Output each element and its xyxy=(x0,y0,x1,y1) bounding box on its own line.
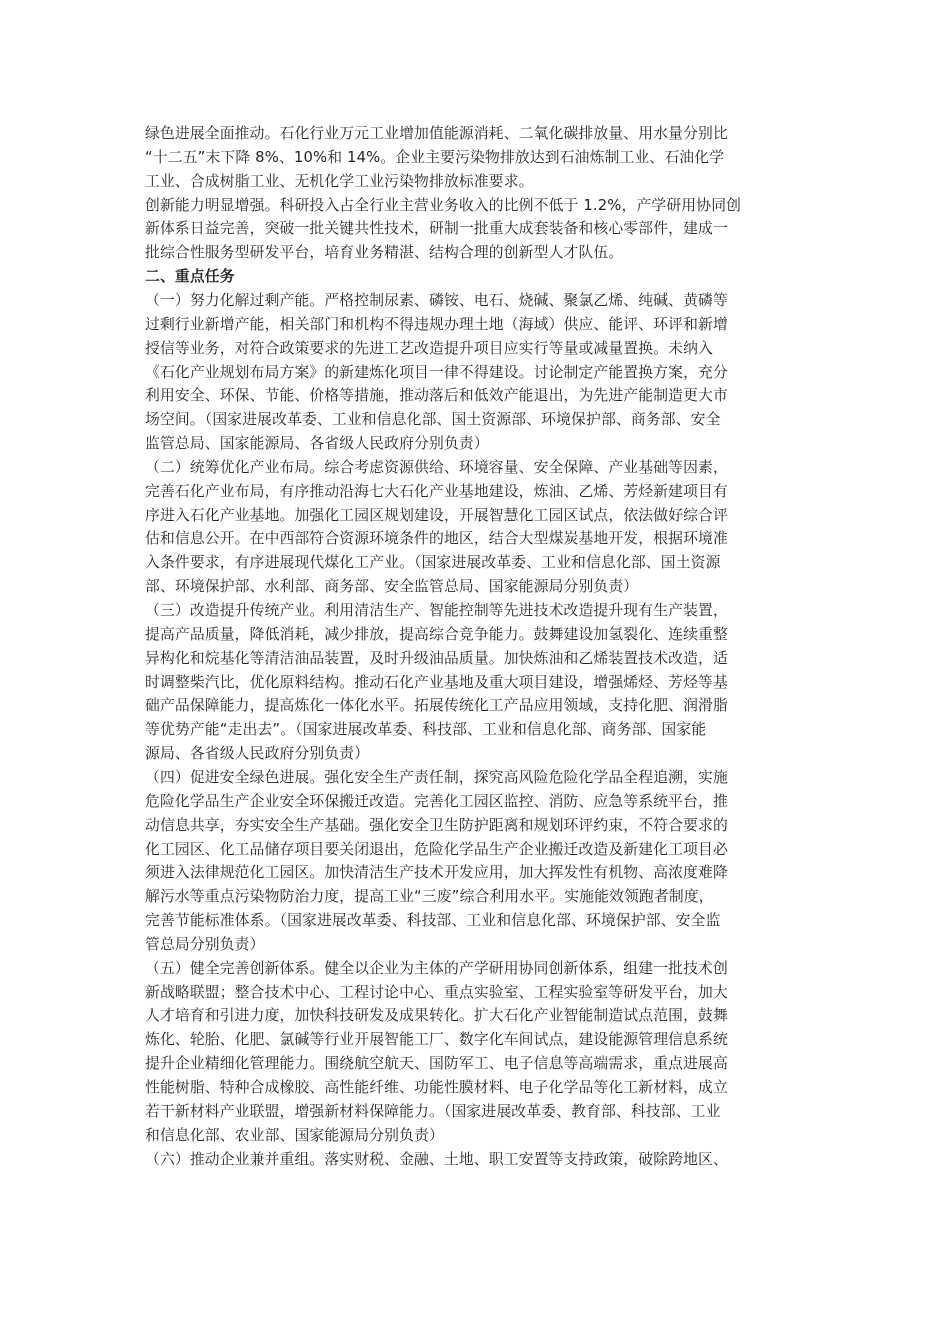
text-line: 异构化和烷基化等清洁油品装置，及时升级油品质量。加快炼油和乙烯装置技术改造，适 xyxy=(145,649,728,667)
text-line: 和信息化部、农业部、国家能源局分别负责） xyxy=(145,1126,444,1144)
text-line: （一）努力化解过剩产能。严格控制尿素、磷铵、电石、烧碱、聚氯乙烯、纯碱、黄磷等 xyxy=(145,291,728,309)
text-line: 完善节能标准体系。（国家进展改革委、科技部、工业和信息化部、环境保护部、安全监 xyxy=(145,912,721,930)
text-line: 创新能力明显增强。科研投入占全行业主营业务收入的比例不低于 1.2%，产学研用协同创 xyxy=(145,196,742,214)
text-line: 估和信息公开。在中西部符合资源环境条件的地区，结合大型煤炭基地开发，根据环境准 xyxy=(145,530,728,548)
text-line: 提升企业精细化管理能力。围绕航空航天、国防军工、电子信息等高端需求，重点进展高 xyxy=(145,1055,728,1073)
text-line: 绿色进展全面推动。石化行业万元工业增加值能源消耗、二氧化碳排放量、用水量分别比 xyxy=(145,125,728,142)
text-line: 提高产品质量，降低消耗，减少排放，提高综合竞争能力。鼓舞建设加氢裂化、连续重整 xyxy=(145,625,728,643)
text-line: “十二五”末下降 8%、10%和 14%。企业主要污染物排放达到石油炼制工业、石油化学 xyxy=(145,148,725,166)
text-line: 场空间。（国家进展改革委、工业和信息化部、国土资源部、环境保护部、商务部、安全 xyxy=(145,411,721,429)
text-line: 时调整柴汽比，优化原料结构。推动石化产业基地及重大项目建设，增强烯烃、芳烃等基 xyxy=(145,673,728,691)
text-line: 过剩行业新增产能，相关部门和机构不得违规办理土地（海域）供应、能评、环评和新增 xyxy=(145,315,728,333)
text-line: 工业、合成树脂工业、无机化学工业污染物排放标准要求。 xyxy=(145,172,534,190)
text-line: 性能树脂、特种合成橡胶、高性能纤维、功能性膜材料、电子化学品等化工新材料，成立 xyxy=(145,1079,728,1096)
text-line: 序进入石化产业基地。加强化工园区规划建设，开展智慧化工园区试点，依法做好综合评 xyxy=(145,506,728,524)
text-line: 炼化、轮胎、化肥、氯碱等行业开展智能工厂、数字化车间试点，建设能源管理信息系统 xyxy=(145,1031,728,1049)
text-line: 入条件要求，有序进展现代煤化工产业。（国家进展改革委、工业和信息化部、国土资源 xyxy=(145,554,721,572)
text-line: 动信息共享，夯实安全生产基础。强化安全卫生防护距离和规划环评约束，不符合要求的 xyxy=(145,816,728,834)
text-line: 化工园区、化工品储存项目要关闭退出，危险化学品生产企业搬迁改造及新建化工项目必 xyxy=(145,840,728,858)
text-line: 管总局分别负责） xyxy=(145,935,265,953)
text-line: 批综合性服务型研发平台，培育业务精湛、结构合理的创新型人才队伍。 xyxy=(145,244,624,262)
text-line: 危险化学品生产企业安全环保搬迁改造。完善化工园区监控、消防、应急等系统平台，推 xyxy=(145,792,728,810)
text-line: 完善石化产业布局，有序推动沿海七大石化产业基地建设，炼油、乙烯、芳烃新建项目有 xyxy=(145,482,728,500)
text-line: 须进入法律规范化工园区。加快清洁生产技术开发应用，加大挥发性有机物、高浓度难降 xyxy=(145,864,728,882)
text-line: 部、环境保护部、水利部、商务部、安全监管总局、国家能源局分别负责） xyxy=(145,578,639,596)
text-line: 人才培育和引进力度，加快科技研发及成果转化。扩大石化产业智能制造试点范围，鼓舞 xyxy=(145,1007,728,1025)
text-line: 础产品保障能力，提高炼化一体化水平。拓展传统化工产品应用领域，支持化肥、润滑脂 xyxy=(145,697,728,715)
text-line: 新体系日益完善，突破一批关键共性技术，研制一批重大成套装备和核心零部件，建成一 xyxy=(145,220,728,238)
text-line: 新战略联盟；整合技术中心、工程讨论中心、重点实验室、工程实验室等研发平台，加大 xyxy=(145,983,728,1001)
text-line: 监管总局、国家能源局、各省级人民政府分别负责） xyxy=(145,435,489,453)
text-line: （二）统筹优化产业布局。综合考虑资源供给、环境容量、安全保障、产业基础等因素， xyxy=(145,458,728,476)
text-line: 授信等业务，对符合政策要求的先进工艺改造提升项目应实行等量或减量置换。未纳入 xyxy=(145,339,713,357)
text-line: 利用安全、环保、节能、价格等措施，推动落后和低效产能退出，为先进产能制造更大市 xyxy=(145,387,728,405)
text-line: 若干新材料产业联盟，增强新材料保障能力。（国家进展改革委、教育部、科技部、工业 xyxy=(145,1102,721,1120)
text-line: 源局、各省级人民政府分别负责） xyxy=(145,745,370,763)
text-line: 《石化产业规划布局方案》的新建炼化项目一律不得建设。讨论制定产能置换方案，充分 xyxy=(145,363,728,381)
text-line: 等优势产能“走出去”。（国家进展改革委、科技部、工业和信息化部、商务部、国家能 xyxy=(145,721,707,739)
text-line: （四）促进安全绿色进展。强化安全生产责任制，探究高风险危险化学品全程追溯，实施 xyxy=(145,768,728,786)
text-line: （三）改造提升传统产业。利用清洁生产、智能控制等先进技术改造提升现有生产装置， xyxy=(145,602,728,619)
section-heading: 二、重点任务 xyxy=(145,268,235,286)
text-line: （五）健全完善创新体系。健全以企业为主体的产学研用协同创新体系，组建一批技术创 xyxy=(145,959,728,977)
text-line: （六）推动企业兼并重组。落实财税、金融、土地、职工安置等支持政策，破除跨地区、 xyxy=(145,1150,728,1168)
text-line: 解污水等重点污染物防治力度，提高工业“三废”综合利用水平。实施能效领跑者制度， xyxy=(145,888,714,906)
